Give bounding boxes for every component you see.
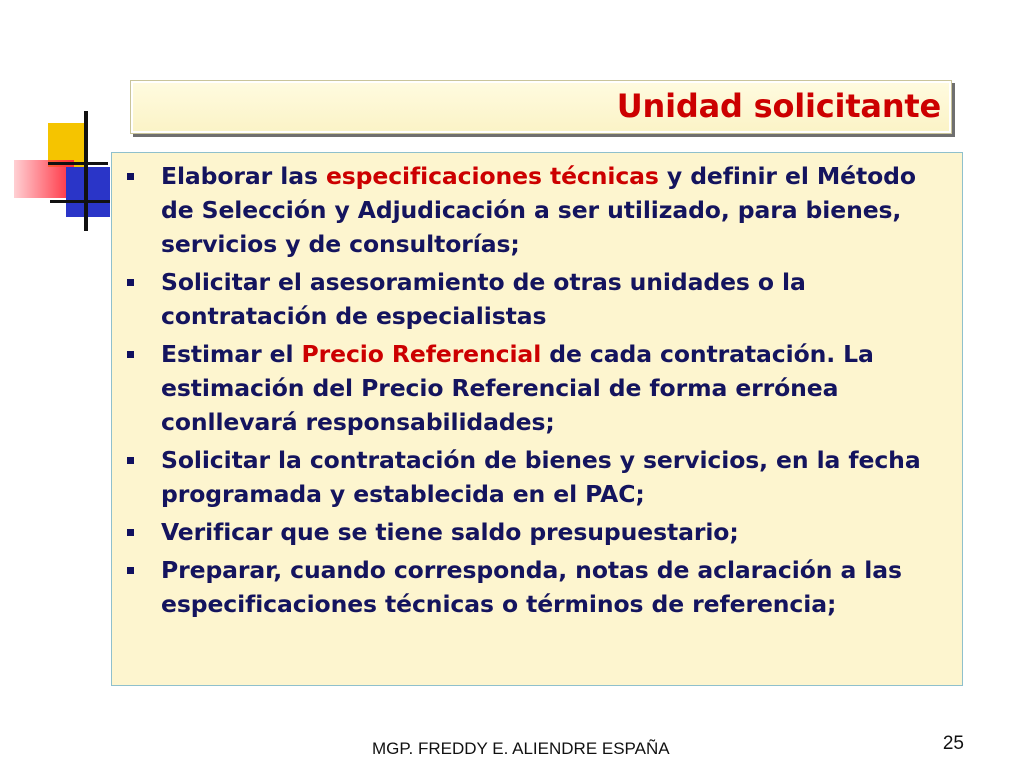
bullet-icon <box>127 279 134 286</box>
bullet-icon <box>127 173 134 180</box>
highlight-text: especificaciones técnicas <box>325 162 659 190</box>
list-item: Estimar el Precio Referencial de cada contratación. La estimación del Precio Referencial de forma errónea conllevará responsabilidades; <box>112 337 962 439</box>
bullet-icon <box>127 457 134 464</box>
decorative-squares-graphic <box>10 105 120 235</box>
list-item: Solicitar el asesoramiento de otras unidades o la contratación de especialistas <box>112 265 962 333</box>
highlight-text: Precio Referencial <box>301 340 542 368</box>
bullet-icon <box>127 351 134 358</box>
bullet-icon <box>127 567 134 574</box>
bullet-icon <box>127 529 134 536</box>
list-item: Elaborar las especificaciones técnicas y definir el Método de Selección y Adjudicación a ser utilizado, para bienes, servicios y de consultorías; <box>112 159 962 261</box>
horizontal-line-top <box>48 162 108 165</box>
list-item: Preparar, cuando corresponda, notas de aclaración a las especificaciones técnicas o términos de referencia; <box>112 553 962 621</box>
blue-square <box>66 167 110 217</box>
vertical-line <box>84 111 88 231</box>
red-square <box>14 160 74 198</box>
page-number: 25 <box>942 733 964 754</box>
bullet-list <box>112 159 962 625</box>
list-item: Solicitar la contratación de bienes y servicios, en la fecha programada y establecida en el PAC; <box>112 443 962 511</box>
slide-title: Unidad solicitante <box>616 87 941 125</box>
footer-author: MGP. FREDDY E. ALIENDRE ESPAÑA <box>372 739 670 758</box>
list-item: Verificar que se tiene saldo presupuestario; <box>112 515 962 549</box>
content-box <box>111 152 963 686</box>
title-box <box>130 80 952 134</box>
horizontal-line-bottom <box>50 200 110 203</box>
